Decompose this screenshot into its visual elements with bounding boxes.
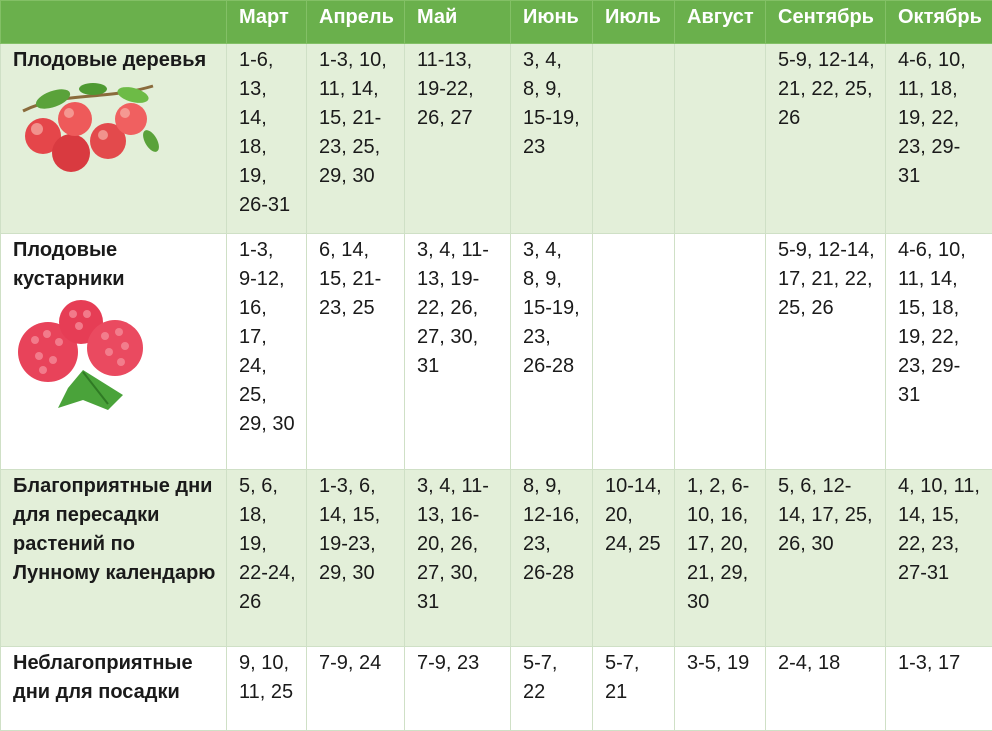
- table-cell: 4, 10, 11, 14, 15, 22, 23, 27-31: [886, 470, 992, 647]
- row-header-cell: [1, 44, 227, 234]
- table-cell: 1-6, 13, 14, 18, 19, 26-31: [227, 44, 307, 234]
- table-row: [1, 44, 992, 234]
- table-cell: 3, 4, 8, 9, 15-19, 23, 26-28: [511, 234, 593, 470]
- month-header-october: Октябрь: [886, 1, 992, 44]
- table-row: [1, 470, 992, 647]
- table-cell: 5, 6, 12-14, 17, 25, 26, 30: [766, 470, 886, 647]
- row-label-fruit-shrubs: Плодовые кустарники: [13, 236, 216, 294]
- table-cell: [593, 234, 675, 470]
- month-header-june: Июнь: [511, 1, 593, 44]
- table-cell: 1-3, 6, 14, 15, 19-23, 29, 30: [307, 470, 405, 647]
- table-cell: 4-6, 10, 11, 18, 19, 22, 23, 29-31: [886, 44, 992, 234]
- table-cell: 1, 2, 6-10, 16, 17, 20, 21, 29, 30: [675, 470, 766, 647]
- table-cell: 3, 4, 8, 9, 15-19, 23: [511, 44, 593, 234]
- month-header-july: Июль: [593, 1, 675, 44]
- row-label-fruit-trees: Плодовые деревья: [13, 46, 216, 75]
- table-cell: 11-13, 19-22, 26, 27: [405, 44, 511, 234]
- table-cell: 3, 4, 11-13, 19-22, 26, 27, 30, 31: [405, 234, 511, 470]
- table-cell: 3, 4, 11-13, 16-20, 26, 27, 30, 31: [405, 470, 511, 647]
- month-header-september: Сентябрь: [766, 1, 886, 44]
- table-cell: 7-9, 23: [405, 647, 511, 731]
- month-header-march: Март: [227, 1, 307, 44]
- table-cell: 10-14, 20, 24, 25: [593, 470, 675, 647]
- row-header-cell: [1, 234, 227, 470]
- table-cell: 6, 14, 15, 21-23, 25: [307, 234, 405, 470]
- table-cell: 1-3, 10, 11, 14, 15, 21-23, 25, 29, 30: [307, 44, 405, 234]
- month-header-august: Август: [675, 1, 766, 44]
- table-cell: 2-4, 18: [766, 647, 886, 731]
- table-cell: 1-3, 9-12, 16, 17, 24, 25, 29, 30: [227, 234, 307, 470]
- table-cell: 1-3, 17: [886, 647, 992, 731]
- table-cell: [593, 44, 675, 234]
- table-cell: 5-7, 21: [593, 647, 675, 731]
- table-cell: 7-9, 24: [307, 647, 405, 731]
- table-cell: 5, 6, 18, 19, 22-24, 26: [227, 470, 307, 647]
- table-cell: 5-7, 22: [511, 647, 593, 731]
- month-header-may: Май: [405, 1, 511, 44]
- table-cell: 4-6, 10, 11, 14, 15, 18, 19, 22, 23, 29-31: [886, 234, 992, 470]
- month-header-april: Апрель: [307, 1, 405, 44]
- row-label-favorable-transplant: Благоприятные дни для пересадки растений по Лунному календарю: [1, 470, 227, 647]
- apple-branch-picture: [13, 81, 163, 176]
- table-cell: 9, 10, 11, 25: [227, 647, 307, 731]
- table-cell: 5-9, 12-14, 17, 21, 22, 25, 26: [766, 234, 886, 470]
- raspberry-picture: [13, 300, 148, 410]
- table-cell: 3-5, 19: [675, 647, 766, 731]
- header-corner: [1, 1, 227, 44]
- header-row: [1, 1, 992, 44]
- table-row: [1, 647, 992, 731]
- table-row: [1, 234, 992, 470]
- table-cell: 5-9, 12-14, 21, 22, 25, 26: [766, 44, 886, 234]
- table-cell: [675, 44, 766, 234]
- row-label-unfavorable-days: Неблагоприятные дни для посадки: [1, 647, 227, 731]
- table-cell: 8, 9, 12-16, 23, 26-28: [511, 470, 593, 647]
- table-cell: [675, 234, 766, 470]
